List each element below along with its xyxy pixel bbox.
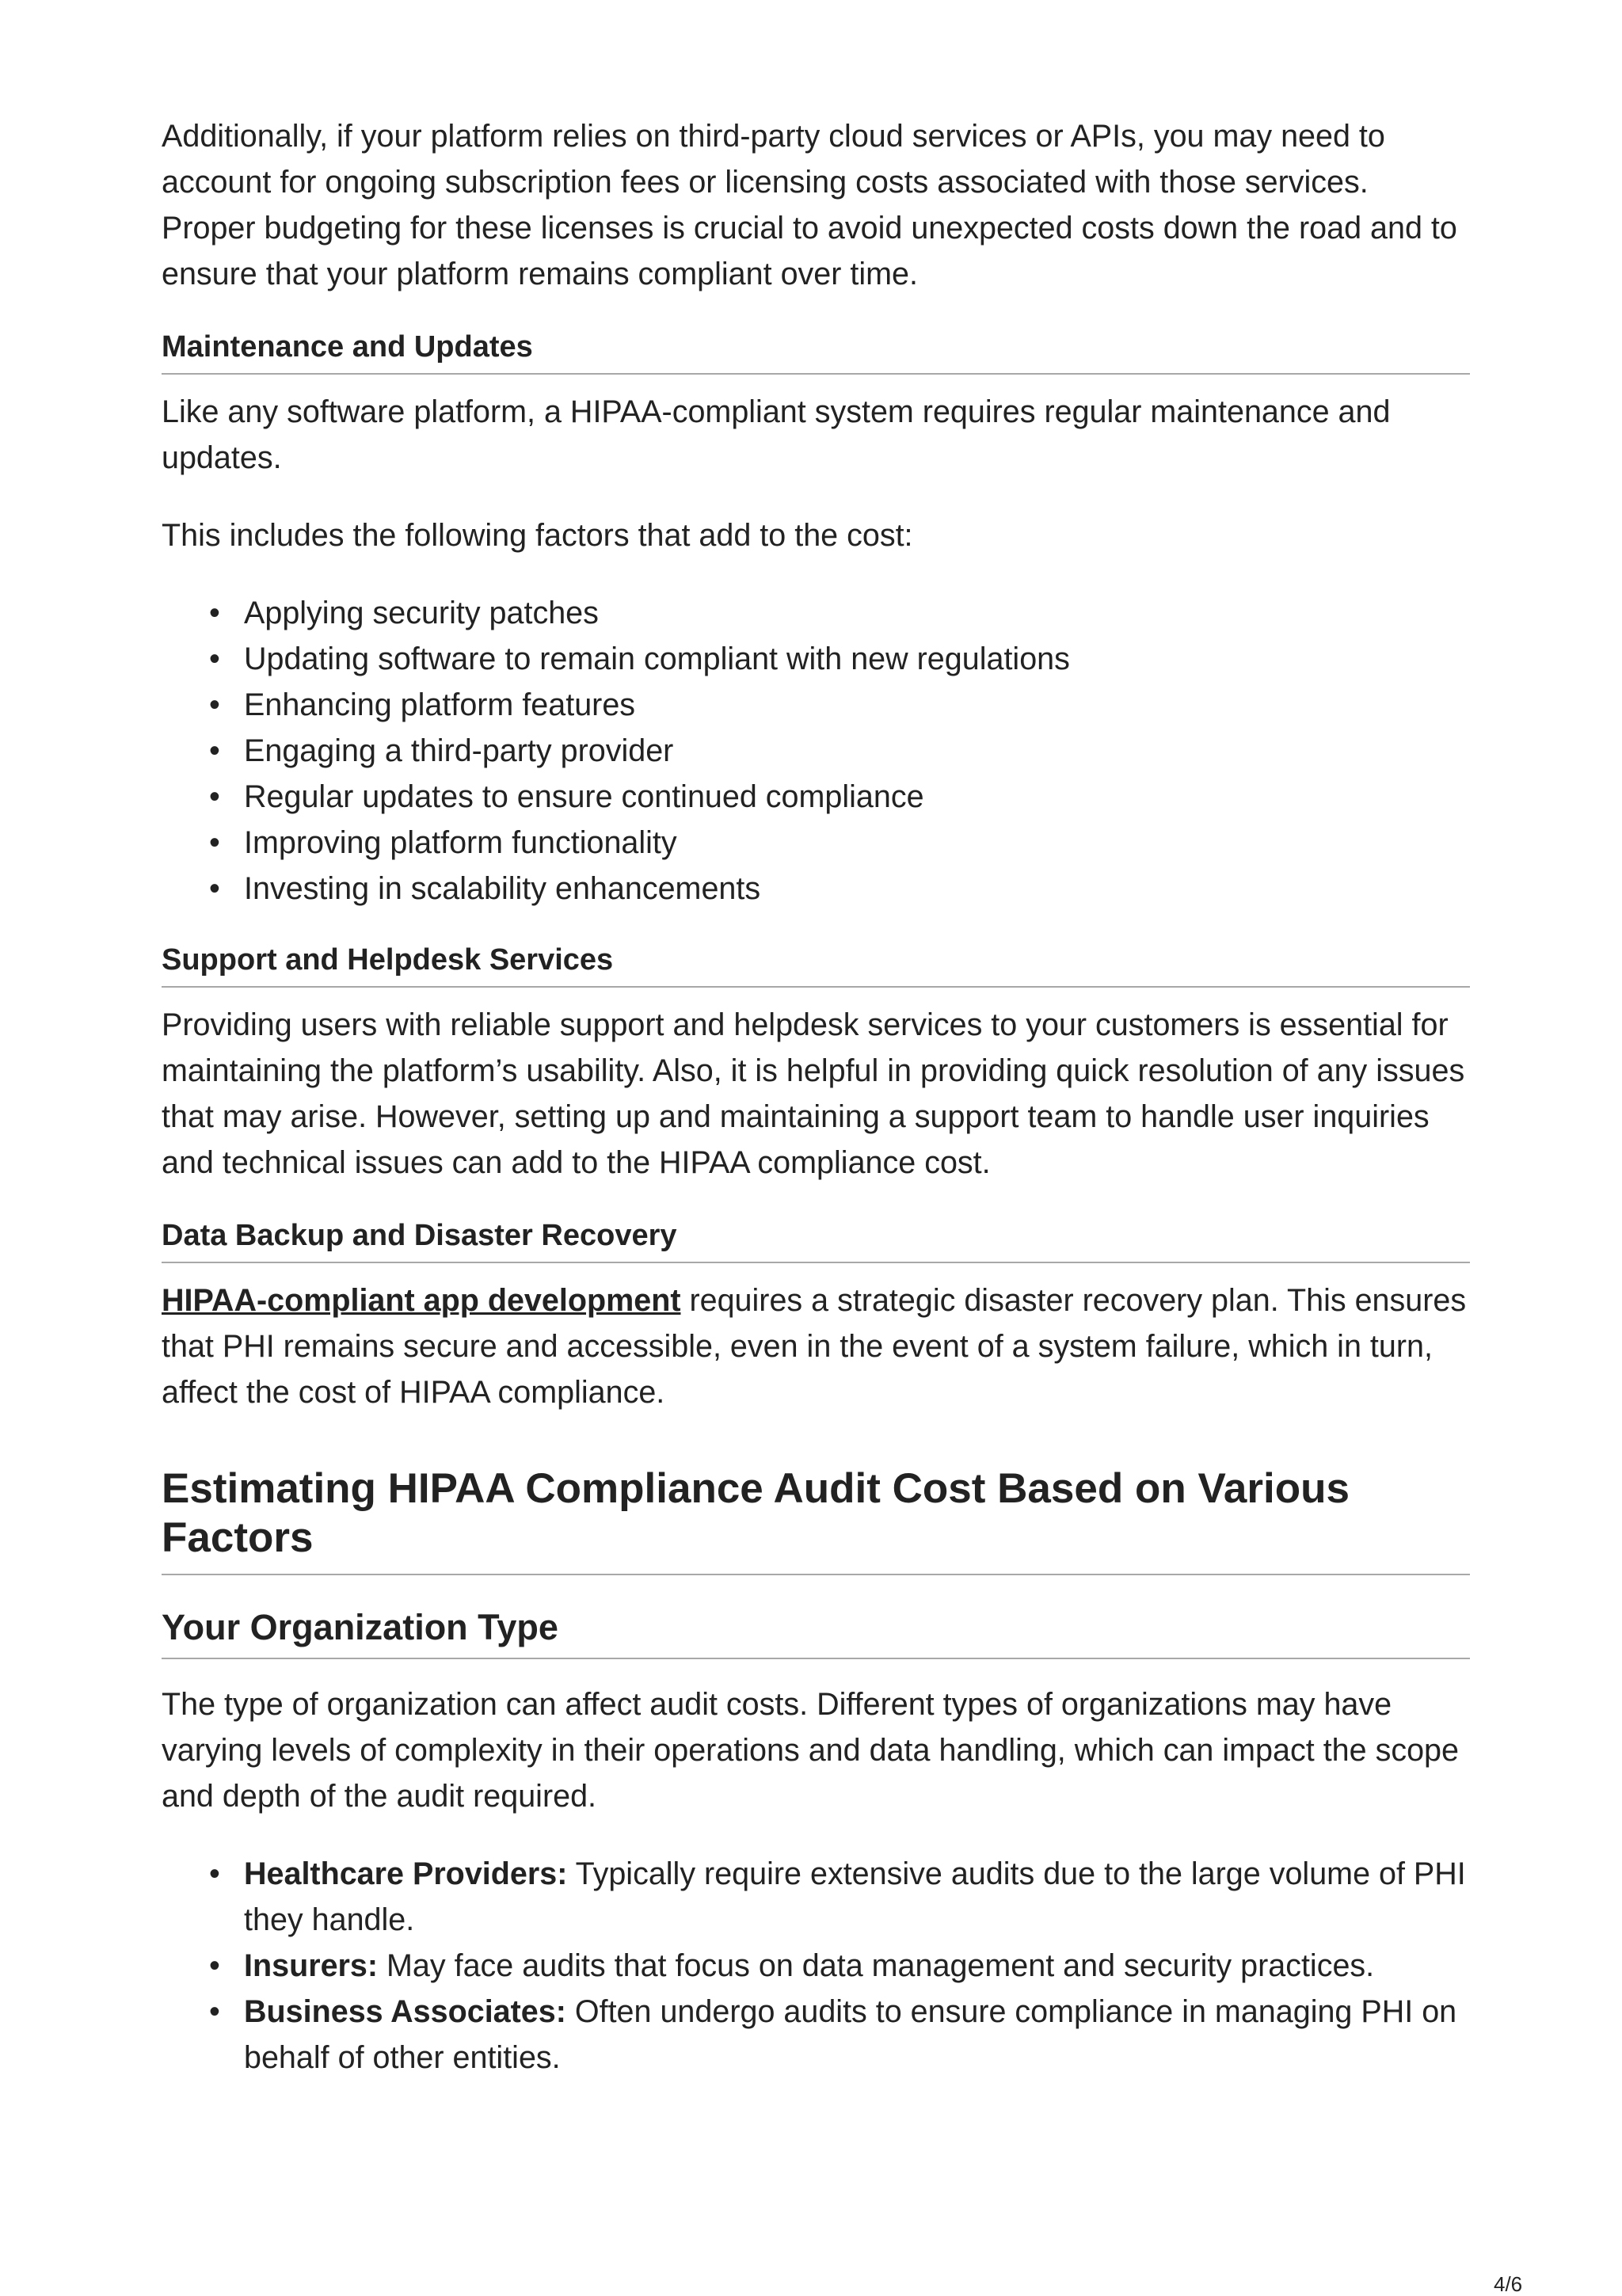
bullet-icon: • [209,1948,220,1983]
maintenance-paragraph-2: This includes the following factors that add to the cost: [162,518,913,553]
maintenance-paragraph-1: Like any software platform, a HIPAA-compliant system requires regular maintenance and updates. [162,394,1391,475]
support-paragraph: Providing users with reliable support and helpdesk services to your customers is essential for maintaining the platform’s usability. Also, it is helpful in providing quick resolution of any issues that may arise. However, setting up and maintaining a support team to handle user inquiries and technical issues can add to the HIPAA compliance cost. [162,1007,1465,1180]
list-item: • Updating software to remain compliant with new regulations [244,636,1470,682]
list-item: • Healthcare Providers: Typically require extensive audits due to the large volume of PHI they handle. [244,1851,1470,1943]
support-heading: Support and Helpdesk Services [162,942,1470,988]
article-content [162,113,1470,2111]
list-item: • Investing in scalability enhancements [244,866,1470,912]
bullet-icon: • [209,779,220,814]
bullet-icon: • [209,1856,220,1891]
maintenance-heading: Maintenance and Updates [162,329,1470,375]
estimating-heading: Estimating HIPAA Compliance Audit Cost Based on Various Factors [162,1464,1470,1575]
bullet-icon: • [209,825,220,860]
bullet-icon: • [209,687,220,722]
org-type-heading: Your Organization Type [162,1605,1470,1659]
list-item: • Applying security patches [244,590,1470,636]
list-item: • Enhancing platform features [244,682,1470,728]
bullet-icon: • [209,871,220,906]
page-number: 4/6 [1494,2272,1523,2296]
list-item: • Improving platform functionality [244,820,1470,866]
intro-paragraph: Additionally, if your platform relies on third-party cloud services or APIs, you may need to account for ongoing subscription fees or licensing costs associated with those services. Proper budgeting for these licenses is crucial to avoid unexpected costs down the road and to ensure that your platform remains compliant over time. [162,119,1457,291]
bullet-icon: • [209,1994,220,2029]
backup-paragraph [162,1277,1470,1415]
backup-heading: Data Backup and Disaster Recovery [162,1217,1470,1263]
backup-paragraph-text: requires a strategic disaster recovery plan. This ensures that PHI remains secure and accessible, even in the event of a system failure, which in turn, affect the cost of HIPAA compliance. [162,1283,1467,1410]
org-type-list [162,1851,1470,2081]
org-type-paragraph: The type of organization can affect audit costs. Different types of organizations may have varying levels of complexity in their operations and data handling, which can impact the scope and depth of the audit required. [162,1687,1459,1814]
maintenance-list [162,590,1470,912]
hipaa-app-development-link[interactable]: HIPAA-compliant app development [162,1283,681,1318]
list-item: • Insurers: May face audits that focus on data management and security practices. [244,1943,1470,1989]
list-item: • Engaging a third-party provider [244,728,1470,774]
list-item-label: Healthcare Providers: [244,1856,568,1891]
bullet-icon: • [209,596,220,630]
list-item: • Regular updates to ensure continued compliance [244,774,1470,820]
bullet-icon: • [209,733,220,768]
bullet-icon: • [209,642,220,676]
list-item-label: Business Associates: [244,1994,566,2029]
list-item: • Business Associates: Often undergo audits to ensure compliance in managing PHI on behalf of other entities. [244,1989,1470,2081]
list-item-label: Insurers: [244,1948,379,1983]
